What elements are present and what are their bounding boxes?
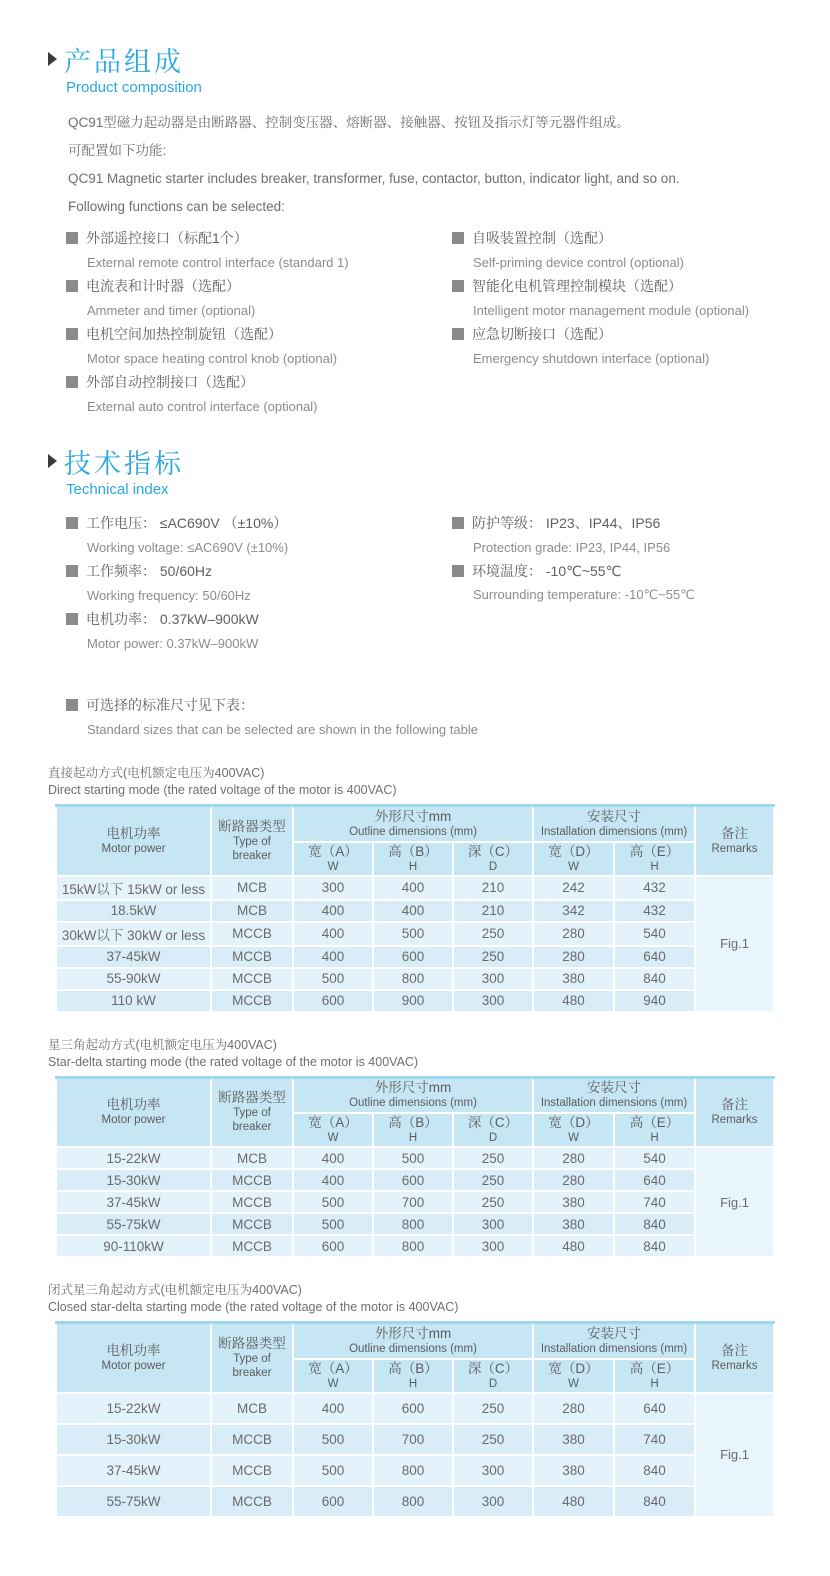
header-remarks: 备注 Remarks	[695, 1323, 774, 1393]
table-cell: 400	[293, 900, 373, 922]
table-cell: 800	[373, 1213, 453, 1235]
direct-starting-table	[55, 804, 775, 1013]
header-breaker-type: 断路器类型 Type of breaker	[211, 1077, 293, 1147]
table-cell: 400	[293, 1169, 373, 1191]
table-cell: 342	[533, 900, 614, 922]
table-cell: 15-22kW	[56, 1393, 211, 1424]
spec-label-zh	[66, 559, 452, 583]
header-remarks: 备注 Remarks	[695, 806, 774, 876]
table-cell: 400	[293, 1393, 373, 1424]
table-cell: MCCB	[211, 1191, 293, 1213]
table-remark-cell: Fig.1	[695, 1393, 774, 1517]
feature-text-zh: 电流表和计时器（选配）	[86, 278, 240, 294]
spec-text-zh: 工作电压： ≤AC690V （±10%）	[86, 515, 288, 531]
spec-item	[66, 607, 452, 655]
table-row	[56, 1393, 774, 1424]
table-cell: 500	[293, 1455, 373, 1486]
table-cell: 500	[293, 1191, 373, 1213]
paragraph: QC91 Magnetic starter includes breaker, transformer, fuse, contactor, button, indicator light, and so on.	[68, 171, 680, 186]
feature-text-zh: 智能化电机管理控制模块（选配）	[472, 278, 682, 294]
table-cell: 480	[533, 1235, 614, 1257]
feature-list	[66, 226, 830, 418]
table-cell: 500	[293, 1213, 373, 1235]
spec-label-zh	[452, 511, 830, 535]
technical-column-right	[452, 511, 830, 607]
header-depth-c: 深（C） D	[453, 842, 533, 876]
table-cell: 700	[373, 1424, 453, 1455]
table-body	[56, 876, 774, 1012]
table-cell: 250	[453, 922, 533, 946]
header-height-b: 高（B） H	[373, 1359, 453, 1393]
table-cell: 55-90kW	[56, 968, 211, 990]
header-breaker-type: 断路器类型 Type of breaker	[211, 1323, 293, 1393]
table-cell: 242	[533, 876, 614, 900]
bullet-square-icon	[66, 376, 78, 388]
feature-item	[66, 370, 452, 418]
table-cell: 432	[614, 876, 695, 900]
table-caption-zh: 闭式星三角起动方式(电机额定电压为400VAC)	[48, 1283, 302, 1297]
header-height-e: 高（E） H	[614, 1359, 695, 1393]
bullet-square-icon	[452, 232, 464, 244]
table-cell: 250	[453, 1393, 533, 1424]
feature-label-en: Intelligent motor management module (optional)	[473, 302, 750, 318]
spec-text-zh: 工作频率： 50/60Hz	[86, 563, 213, 579]
table-cell: 250	[453, 1169, 533, 1191]
table-row	[56, 1213, 774, 1235]
header-installation-dimensions: 安装尺寸 Installation dimensions (mm)	[533, 806, 695, 842]
table-cell: 600	[373, 1393, 453, 1424]
header-installation-dimensions: 安装尺寸 Installation dimensions (mm)	[533, 1323, 695, 1359]
table-cell: 300	[453, 1455, 533, 1486]
feature-item	[66, 274, 452, 322]
spec-item	[452, 511, 830, 559]
header-breaker-type: 断路器类型 Type of breaker	[211, 806, 293, 876]
bullet-square-icon	[66, 613, 78, 625]
table-cell: 600	[373, 1169, 453, 1191]
table-cell: MCCB	[211, 968, 293, 990]
table-cell: 600	[293, 1486, 373, 1517]
table-cell: 500	[293, 1424, 373, 1455]
header-height-b: 高（B） H	[373, 842, 453, 876]
bullet-square-icon	[66, 699, 78, 711]
spec-label-zh	[66, 607, 452, 631]
technical-list	[66, 511, 830, 655]
feature-text-zh: 外部自动控制接口（选配）	[86, 374, 254, 390]
table-cell: 37-45kW	[56, 1455, 211, 1486]
header-height-e: 高（E） H	[614, 842, 695, 876]
table-cell: 15-30kW	[56, 1424, 211, 1455]
table-cell: 300	[453, 968, 533, 990]
table-cell: 600	[373, 946, 453, 968]
header-width-a: 宽（A） W	[293, 1113, 373, 1147]
header-width-d: 宽（D） W	[533, 1113, 614, 1147]
feature-label-zh	[452, 274, 830, 298]
table-cell: 280	[533, 946, 614, 968]
table-row	[56, 1235, 774, 1257]
table-row	[56, 1191, 774, 1213]
paragraph: 可配置如下功能:	[68, 143, 167, 158]
table-cell: 480	[533, 1486, 614, 1517]
table-cell: 380	[533, 1191, 614, 1213]
feature-column-right	[452, 226, 830, 370]
spec-item	[66, 511, 452, 559]
table-cell: MCCB	[211, 1213, 293, 1235]
table-row	[56, 922, 774, 946]
note-label-en: Standard sizes that can be selected are shown in the following table	[87, 721, 478, 737]
section-title-en: Product composition	[66, 79, 202, 96]
feature-label-zh	[452, 226, 830, 250]
table-caption	[48, 765, 830, 799]
table-cell: 90-110kW	[56, 1235, 211, 1257]
table-header	[56, 1077, 774, 1147]
table-row	[56, 1147, 774, 1169]
table-cell: 210	[453, 900, 533, 922]
table-body	[56, 1147, 774, 1257]
table-cell: 900	[373, 990, 453, 1012]
spec-text-zh: 电机功率： 0.37kW–900kW	[86, 611, 259, 627]
header-motor-power: 电机功率 Motor power	[56, 1323, 211, 1393]
table-cell: 250	[453, 1191, 533, 1213]
bullet-square-icon	[66, 517, 78, 529]
table-cell: 55-75kW	[56, 1486, 211, 1517]
table-cell: 840	[614, 1486, 695, 1517]
table-cell: 250	[453, 1424, 533, 1455]
spec-item	[66, 559, 452, 607]
table-cell: 380	[533, 1213, 614, 1235]
table-row	[56, 1455, 774, 1486]
table-caption-en: Star-delta starting mode (the rated voltage of the motor is 400VAC)	[48, 1054, 419, 1069]
feature-label-en: External remote control interface (standard 1)	[87, 254, 349, 270]
header-depth-c: 深（C） D	[453, 1113, 533, 1147]
bullet-square-icon	[452, 565, 464, 577]
header-motor-power: 电机功率 Motor power	[56, 806, 211, 876]
table-cell: 500	[373, 1147, 453, 1169]
spec-label-en: Working voltage: ≤AC690V (±10%)	[87, 539, 289, 555]
feature-label-zh	[66, 226, 452, 250]
table-row	[56, 968, 774, 990]
table-cell: 840	[614, 1213, 695, 1235]
table-caption-zh: 直接起动方式(电机额定电压为400VAC)	[48, 766, 265, 780]
table-caption	[48, 1282, 830, 1316]
feature-label-en: Emergency shutdown interface (optional)	[473, 350, 710, 366]
spec-text-zh: 环境温度： -10℃~55℃	[472, 563, 622, 579]
table-cell: MCCB	[211, 946, 293, 968]
feature-label-en: Self-priming device control (optional)	[473, 254, 684, 270]
star-delta-table	[55, 1076, 775, 1259]
paragraph: QC91型磁力起动器是由断路器、控制变压器、熔断器、接触器、按钮及指示灯等元器件组成。	[68, 115, 630, 130]
section-product-composition	[48, 42, 830, 76]
table-header	[56, 806, 774, 876]
header-width-a: 宽（A） W	[293, 1359, 373, 1393]
table-row	[56, 1169, 774, 1191]
table-cell: 700	[373, 1191, 453, 1213]
table-cell: MCB	[211, 1393, 293, 1424]
table-body	[56, 1393, 774, 1517]
table-cell: 500	[373, 922, 453, 946]
table-caption-zh: 星三角起动方式(电机额定电压为400VAC)	[48, 1037, 277, 1052]
header-outline-dimensions: 外形尺寸mm Outline dimensions (mm)	[293, 806, 533, 842]
feature-label-zh	[452, 322, 830, 346]
note-text-zh: 可选择的标准尺寸见下表：	[86, 697, 254, 713]
table-cell: 18.5kW	[56, 900, 211, 922]
table-cell: 210	[453, 876, 533, 900]
table-cell: 400	[373, 900, 453, 922]
table-cell: 400	[293, 946, 373, 968]
table-cell: 400	[373, 876, 453, 900]
closed-star-delta-table	[55, 1321, 775, 1518]
table-cell: 280	[533, 1147, 614, 1169]
table-cell: 840	[614, 1455, 695, 1486]
table-cell: 800	[373, 1486, 453, 1517]
table-cell: MCCB	[211, 1424, 293, 1455]
table-cell: 800	[373, 1235, 453, 1257]
table-cell: 37-45kW	[56, 946, 211, 968]
table-cell: 400	[293, 922, 373, 946]
feature-label-zh	[66, 322, 452, 346]
feature-label-zh	[66, 274, 452, 298]
table-cell: 740	[614, 1424, 695, 1455]
spec-text-zh: 防护等级： IP23、IP44、IP56	[472, 515, 661, 531]
table-caption	[48, 1037, 830, 1071]
table-row	[56, 1486, 774, 1517]
feature-label-en: Motor space heating control knob (optional)	[87, 350, 338, 366]
table-cell: 300	[293, 876, 373, 900]
section-arrow-icon	[48, 52, 57, 66]
spec-item	[452, 559, 830, 607]
table-cell: 15kW以下 15kW or less	[56, 876, 211, 900]
section-title-zh: 产品组成	[64, 46, 184, 77]
feature-text-zh: 电机空间加热控制旋钮（选配）	[86, 326, 282, 342]
table-cell: 110 kW	[56, 990, 211, 1012]
table-cell: 740	[614, 1191, 695, 1213]
header-width-d: 宽（D） W	[533, 842, 614, 876]
table-caption-en: Direct starting mode (the rated voltage of the motor is 400VAC)	[48, 783, 397, 797]
feature-label-en: External auto control interface (optional)	[87, 398, 318, 414]
table-row	[56, 900, 774, 922]
table-remark-cell: Fig.1	[695, 876, 774, 1012]
feature-text-zh: 自吸装置控制（选配）	[472, 230, 612, 246]
table-cell: 480	[533, 990, 614, 1012]
table-cell: 280	[533, 1393, 614, 1424]
header-width-a: 宽（A） W	[293, 842, 373, 876]
table-cell: 600	[293, 990, 373, 1012]
table-cell: 540	[614, 922, 695, 946]
table-caption-en: Closed star-delta starting mode (the rated voltage of the motor is 400VAC)	[48, 1300, 459, 1314]
header-width-d: 宽（D） W	[533, 1359, 614, 1393]
table-cell: MCCB	[211, 990, 293, 1012]
bullet-square-icon	[452, 517, 464, 529]
table-cell: 540	[614, 1147, 695, 1169]
table-cell: 500	[293, 968, 373, 990]
table-cell: 250	[453, 1147, 533, 1169]
feature-text-zh: 应急切断接口（选配）	[472, 326, 612, 342]
table-cell: 280	[533, 922, 614, 946]
header-outline-dimensions: 外形尺寸mm Outline dimensions (mm)	[293, 1077, 533, 1113]
paragraph: Following functions can be selected:	[68, 199, 285, 214]
composition-paragraphs	[68, 114, 830, 216]
table-cell: MCCB	[211, 1235, 293, 1257]
table-cell: 840	[614, 968, 695, 990]
table-cell: 300	[453, 1486, 533, 1517]
table-cell: 380	[533, 1424, 614, 1455]
table-row	[56, 1424, 774, 1455]
bullet-square-icon	[66, 280, 78, 292]
table-cell: 640	[614, 1169, 695, 1191]
table-cell: 800	[373, 1455, 453, 1486]
feature-item	[452, 274, 830, 322]
table-cell: 840	[614, 1235, 695, 1257]
table-cell: 30kW以下 30kW or less	[56, 922, 211, 946]
table-row	[56, 990, 774, 1012]
table-cell: 432	[614, 900, 695, 922]
feature-column-left	[66, 226, 452, 418]
bullet-square-icon	[66, 232, 78, 244]
table-cell: MCB	[211, 900, 293, 922]
table-cell: 400	[293, 1147, 373, 1169]
feature-label-zh	[66, 370, 452, 394]
spec-label-en: Protection grade: IP23, IP44, IP56	[473, 539, 671, 555]
table-cell: 380	[533, 1455, 614, 1486]
section-title-en: Technical index	[66, 481, 169, 498]
table-cell: 940	[614, 990, 695, 1012]
section-title-zh: 技术指标	[64, 448, 184, 479]
table-cell: 55-75kW	[56, 1213, 211, 1235]
table-cell: 600	[293, 1235, 373, 1257]
bullet-square-icon	[452, 328, 464, 340]
spec-label-en: Surrounding temperature: -10℃~55℃	[473, 587, 695, 602]
spec-label-en: Motor power: 0.37kW–900kW	[87, 635, 259, 651]
table-row	[56, 876, 774, 900]
table-cell: 250	[453, 946, 533, 968]
note-label-zh	[66, 693, 830, 717]
table-cell: 300	[453, 1235, 533, 1257]
spec-label-en: Working frequency: 50/60Hz	[87, 587, 251, 603]
technical-column-left	[66, 511, 452, 655]
table-cell: 300	[453, 1213, 533, 1235]
table-remark-cell: Fig.1	[695, 1147, 774, 1257]
header-outline-dimensions: 外形尺寸mm Outline dimensions (mm)	[293, 1323, 533, 1359]
feature-item	[66, 322, 452, 370]
feature-item	[452, 322, 830, 370]
spec-label-zh	[452, 559, 830, 583]
table-cell: MCB	[211, 876, 293, 900]
table-cell: 15-30kW	[56, 1169, 211, 1191]
table-cell: 640	[614, 1393, 695, 1424]
feature-item	[66, 226, 452, 274]
table-cell: 15-22kW	[56, 1147, 211, 1169]
spec-label-zh	[66, 511, 452, 535]
header-height-b: 高（B） H	[373, 1113, 453, 1147]
table-row	[56, 946, 774, 968]
header-height-e: 高（E） H	[614, 1113, 695, 1147]
table-cell: 280	[533, 1169, 614, 1191]
header-installation-dimensions: 安装尺寸 Installation dimensions (mm)	[533, 1077, 695, 1113]
feature-text-zh: 外部遥控接口（标配1个）	[86, 230, 248, 246]
bullet-square-icon	[66, 328, 78, 340]
table-cell: MCCB	[211, 922, 293, 946]
table-cell: MCCB	[211, 1455, 293, 1486]
table-cell: 37-45kW	[56, 1191, 211, 1213]
header-depth-c: 深（C） D	[453, 1359, 533, 1393]
table-cell: 640	[614, 946, 695, 968]
table-cell: 380	[533, 968, 614, 990]
table-cell: MCCB	[211, 1169, 293, 1191]
standard-sizes-note	[66, 693, 830, 741]
section-technical-index	[48, 444, 830, 478]
header-remarks: 备注 Remarks	[695, 1077, 774, 1147]
table-cell: MCB	[211, 1147, 293, 1169]
table-cell: MCCB	[211, 1486, 293, 1517]
bullet-square-icon	[66, 565, 78, 577]
feature-item	[452, 226, 830, 274]
section-arrow-icon	[48, 454, 57, 468]
table-cell: 800	[373, 968, 453, 990]
header-motor-power: 电机功率 Motor power	[56, 1077, 211, 1147]
table-header	[56, 1323, 774, 1393]
bullet-square-icon	[452, 280, 464, 292]
table-cell: 300	[453, 990, 533, 1012]
feature-label-en: Ammeter and timer (optional)	[87, 302, 256, 318]
